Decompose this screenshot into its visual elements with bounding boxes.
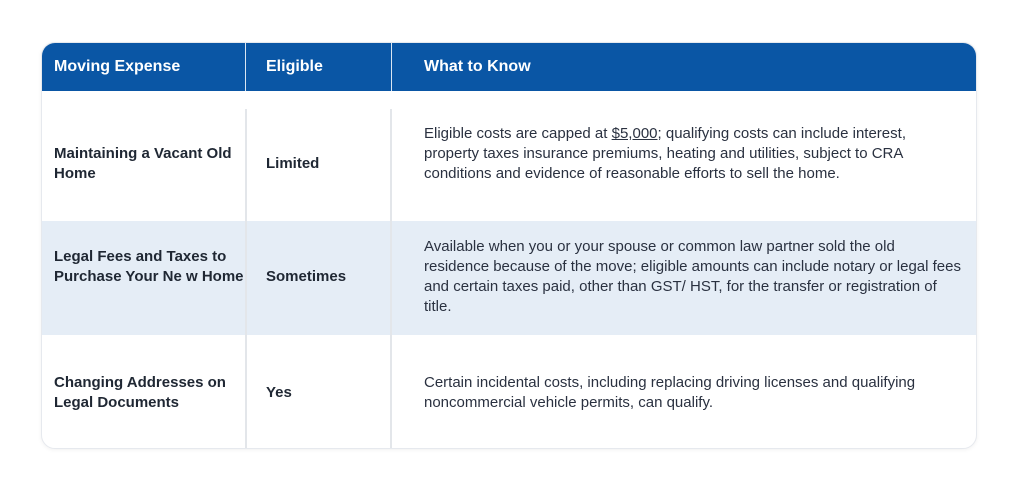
header-what-to-know: What to Know [424,58,531,75]
table-row [42,91,976,221]
table-row [42,221,976,335]
eligible-cell: Yes [266,384,292,401]
know-text: ; qualifying costs can include interest, property taxes insurance premiums, heating and utilities, subject to CRA conditions and evidence of reasonable efforts to sell the home. [424,125,906,182]
moving-expenses-table [41,42,977,449]
eligible-cell: Limited [266,155,320,172]
header-moving-expense: Moving Expense [54,58,181,75]
know-text: Eligible costs are capped at [424,125,612,142]
header-divider [245,43,246,91]
table-row [42,335,976,448]
what-to-know-cell: Certain incidental costs, including replacing driving licenses and qualifying noncommercial vehicle permits, can qualify. [424,374,916,411]
header-eligible: Eligible [266,58,323,75]
eligible-cell: Sometimes [266,268,347,285]
what-to-know-cell: Available when you or your spouse or common law partner sold the old residence because of the move; eligible amounts can include notary or legal fees and certain taxes paid, other than GST/ HST, for the transfer or registration of title. [424,238,961,315]
expense-cell: Legal Fees and Taxes to Purchase Your Ne w Home [54,248,244,285]
expense-cell: Maintaining a Vacant Old Home [54,145,232,182]
what-to-know-cell [424,124,964,184]
expense-cell: Changing Addresses on Legal Documents [54,374,226,411]
cap-amount: $5,000 [611,125,658,142]
header-divider [391,43,392,91]
table-header [42,43,976,91]
